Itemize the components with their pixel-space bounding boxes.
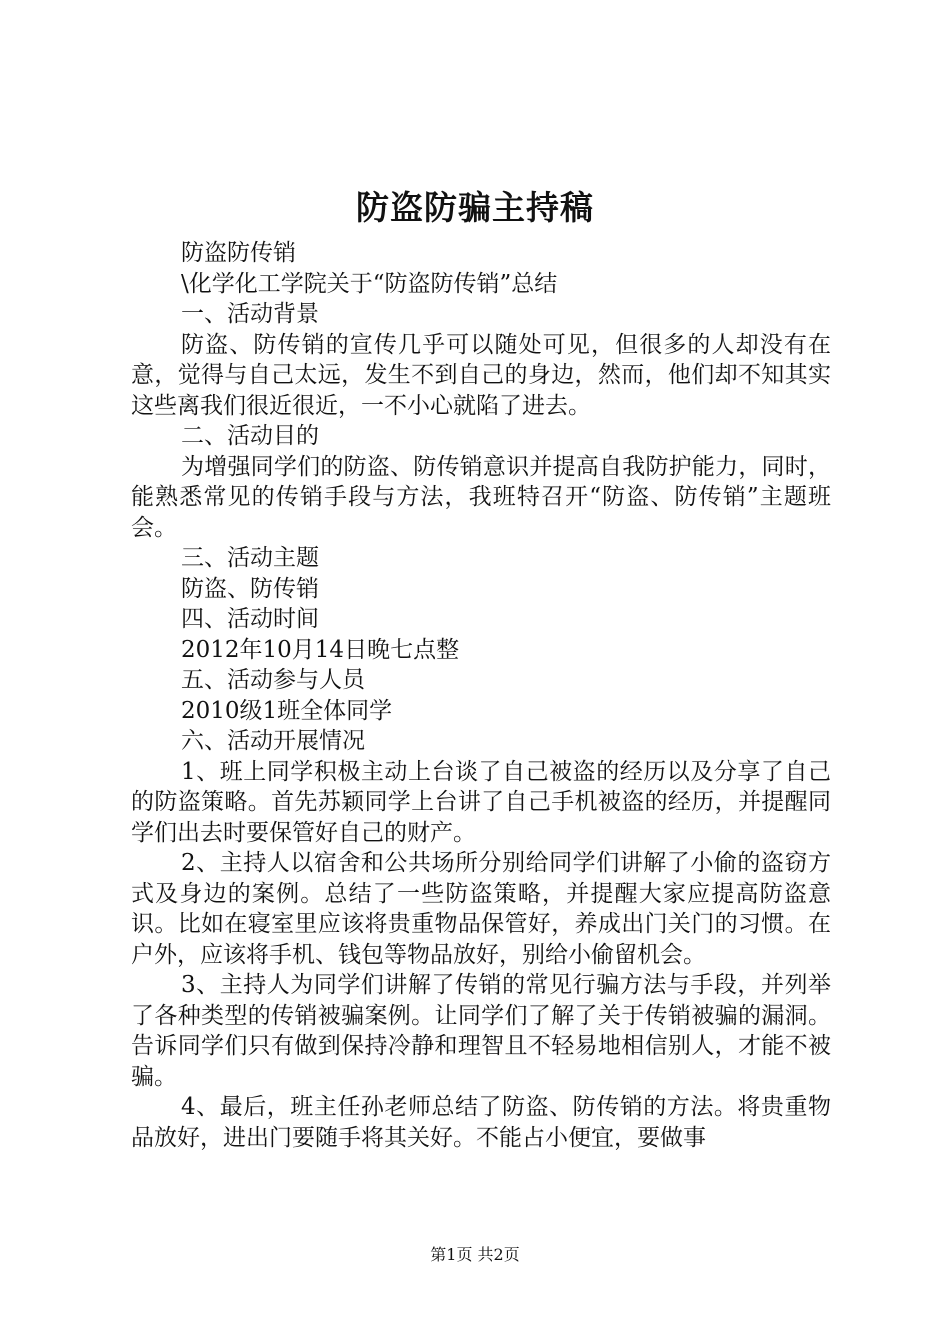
paragraph-activity-3: 3、主持人为同学们讲解了传销的常见行骗方法与手段，并列举了各种类型的传销被骗案例。让同学们了解了关于传销被骗的漏洞。告诉同学们只有做到保持冷静和理智且不轻易地相信别人，才能不被骗。 (131, 972, 831, 1090)
section-heading-theme: 三、活动主题 (181, 545, 319, 571)
paragraph-purpose: 为增强同学们的防盗、防传销意识并提高自我防护能力，同时，能熟悉常见的传销手段与方法，我班特召开“防盗、防传销”主题班会。 (131, 453, 831, 541)
document-title: 防盗防骗主持稿 (356, 188, 594, 227)
source-line: \化学化工学院关于“防盗防传销”总结 (181, 270, 558, 297)
theme-value: 防盗、防传销 (181, 575, 319, 602)
time-value: 2012年10月14日晚七点整 (181, 636, 460, 663)
paragraph-activity-1: 1、班上同学积极主动上台谈了自己被盗的经历以及分享了自己的防盗策略。首先苏颖同学上台讲了自己手机被盗的经历，并提醒同学们出去时要保管好自己的财产。 (131, 758, 831, 846)
paragraph-activity-4: 4、最后，班主任孙老师总结了防盗、防传销的方法。将贵重物品放好，进出门要随手将其关好。不能占小便宜，要做事 (131, 1094, 831, 1151)
subtitle-line: 防盗防传销 (181, 240, 296, 266)
paragraph-activity-2: 2、主持人以宿舍和公共场所分别给同学们讲解了小偷的盗窃方式及身边的案例。总结了一些防盗策略，并提醒大家应提高防盗意识。比如在寝室里应该将贵重物品保管好，养成出门关门的习惯。在户外，应该将手机、钱包等物品放好，别给小偷留机会。 (131, 850, 831, 968)
participants-value: 2010级1班全体同学 (181, 697, 393, 724)
section-heading-activities: 六、活动开展情况 (181, 728, 365, 754)
paragraph-background: 防盗、防传销的宣传几乎可以随处可见，但很多的人却没有在意，觉得与自己太远，发生不到自己的身边，然而，他们却不知其实这些离我们很近很近，一不小心就陷了进去。 (131, 331, 831, 419)
section-heading-participants: 五、活动参与人员 (181, 667, 365, 693)
section-heading-time: 四、活动时间 (181, 606, 319, 632)
page-footer: 第1页 共2页 (430, 1245, 520, 1264)
section-heading-purpose: 二、活动目的 (181, 423, 319, 449)
document-body (131, 238, 831, 1153)
section-heading-background: 一、活动背景 (181, 301, 319, 327)
